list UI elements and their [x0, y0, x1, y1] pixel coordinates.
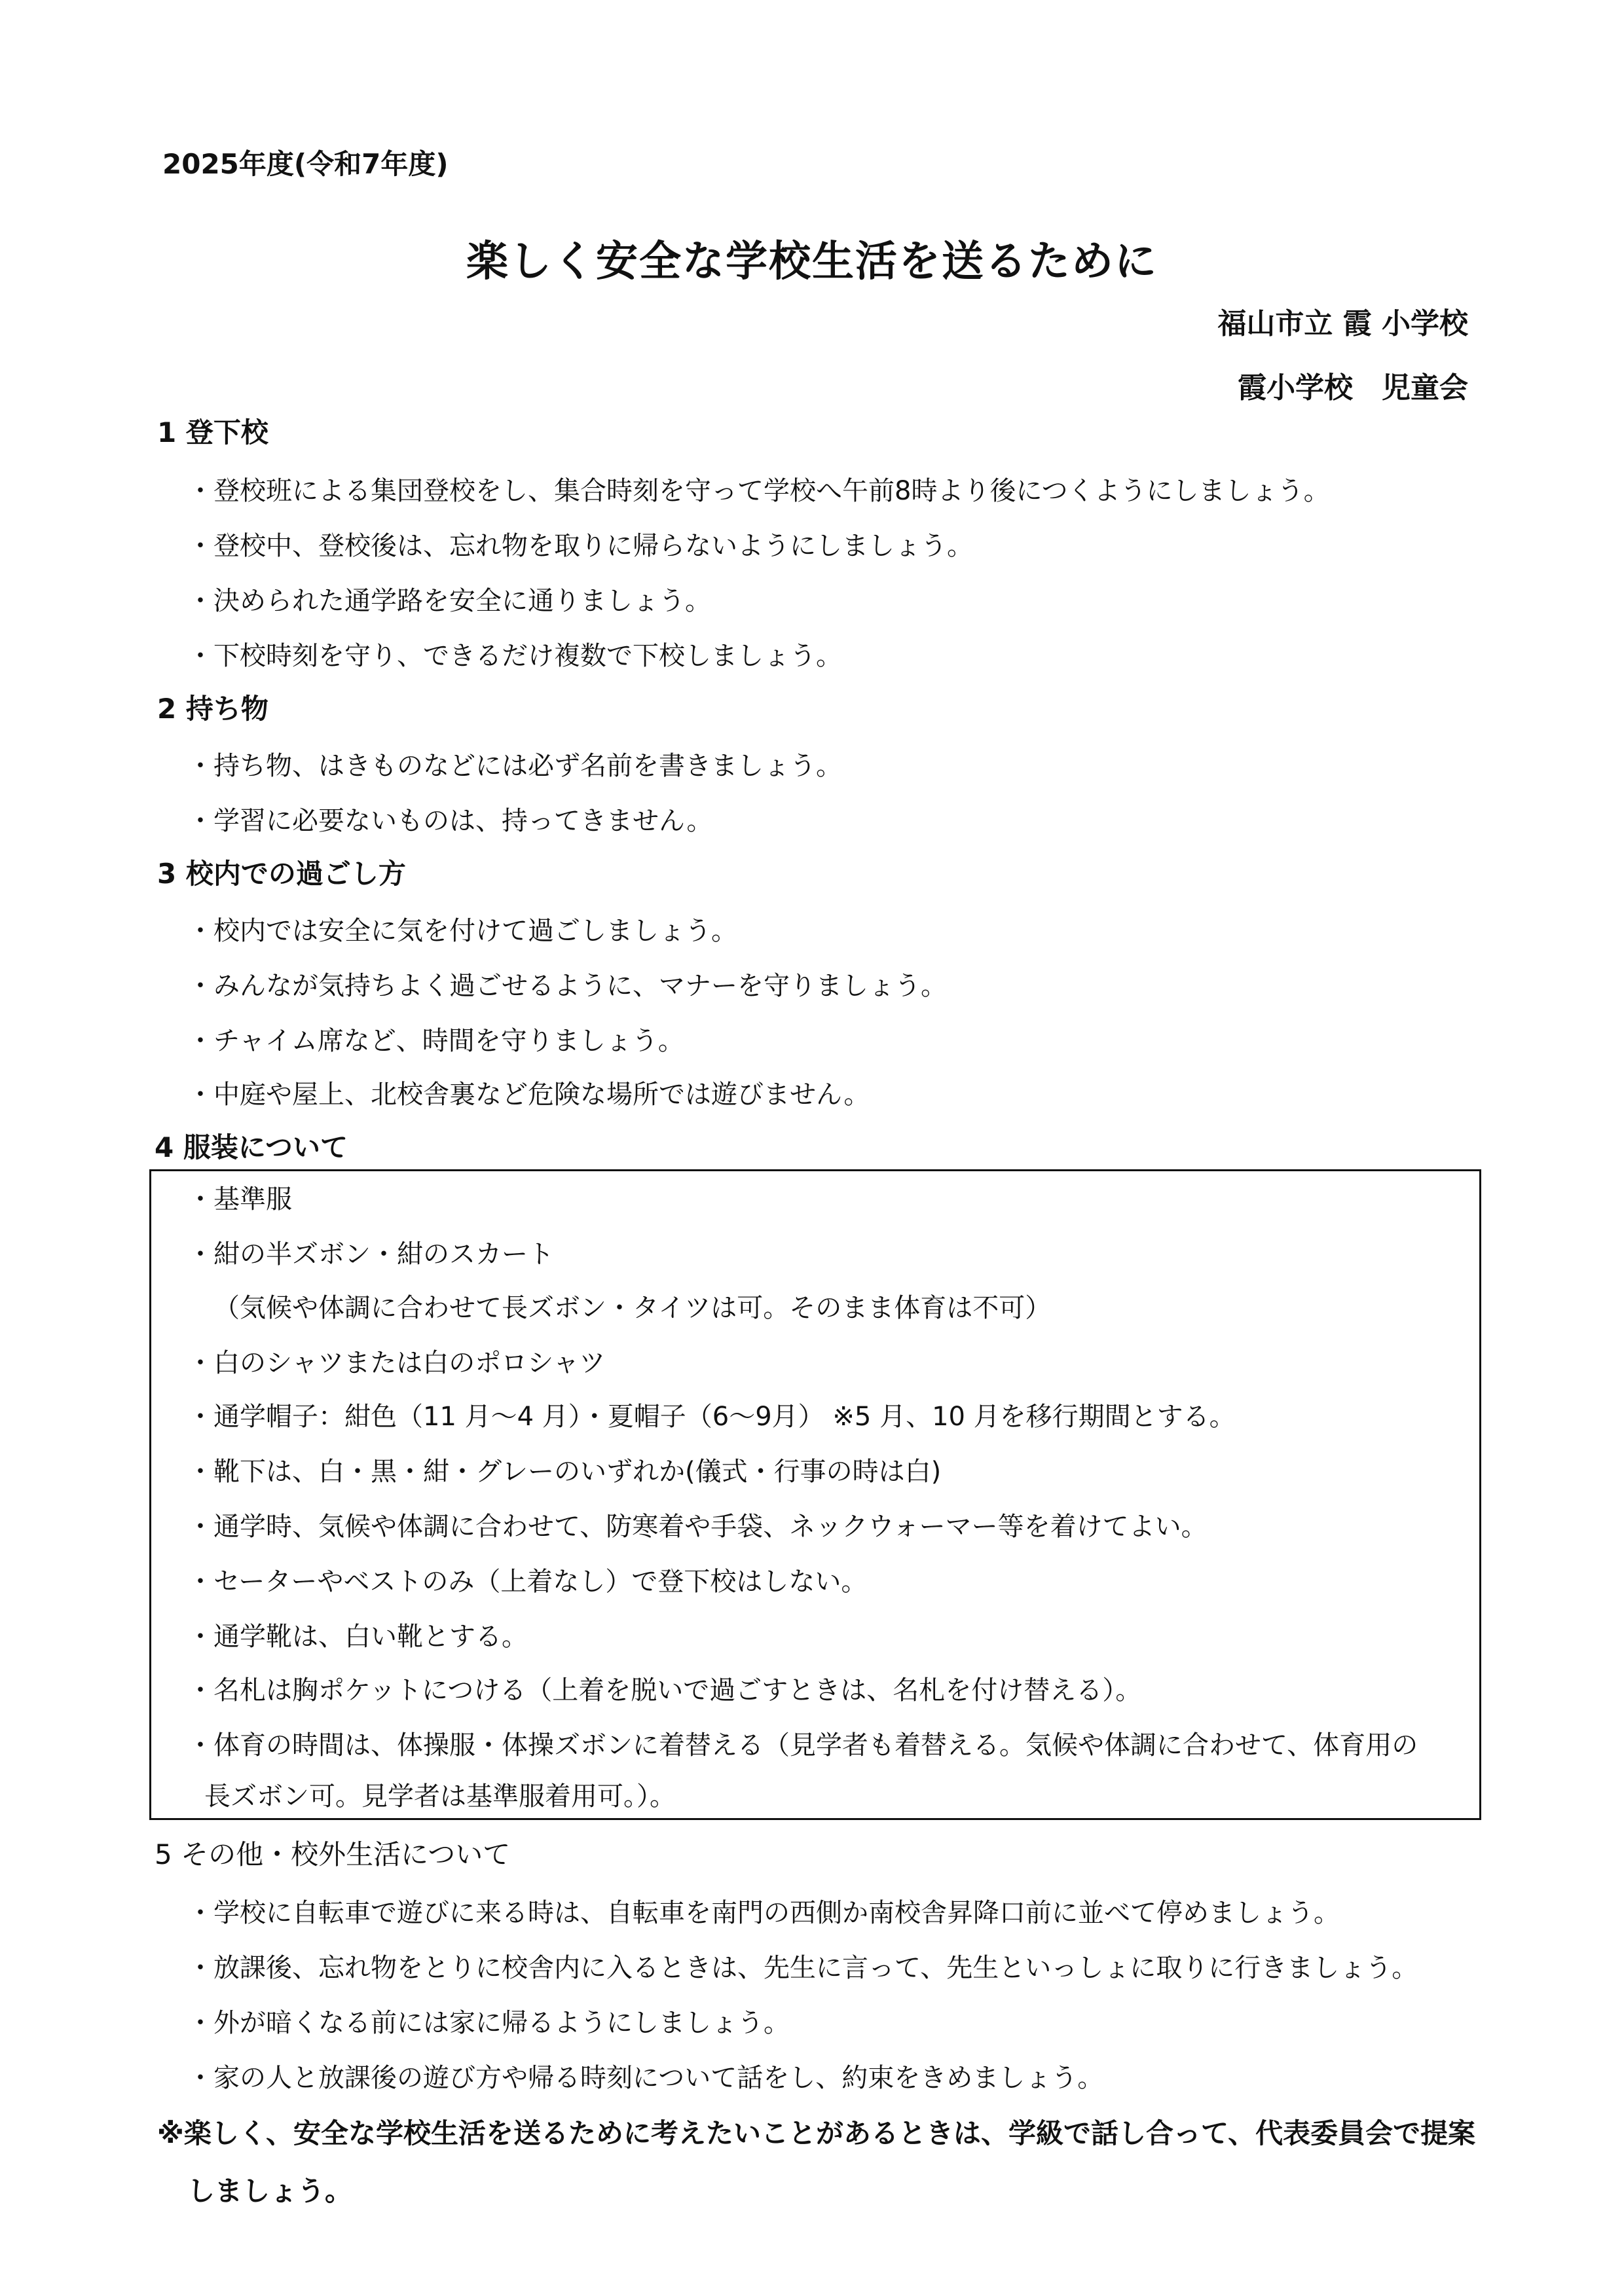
school-name: 福山市立 霞 小学校 [1217, 307, 1468, 340]
list-item: ・登校班による集団登校をし、集合時刻を守って学校へ午前8時より後につくようにしましょう。 [187, 476, 1330, 506]
list-item: ・学習に必要ないものは、持ってきません。 [187, 806, 713, 836]
section-heading-dress-code: 4 服装について [155, 1131, 348, 1163]
list-item: （気候や体調に合わせて長ズボン・タイツは可。そのまま体育は不可） [213, 1293, 1052, 1323]
list-item: ・通学靴は、白い靴とする。 [187, 1622, 528, 1652]
list-item: ・みんなが気持ちよく過ごせるように、マナーを守りましょう。 [187, 971, 947, 1001]
list-item: ・決められた通学路を安全に通りましょう。 [187, 586, 711, 616]
list-item: ・学校に自転車で遊びに来る時は、自転車を南門の西側か南校舎昇降口前に並べて停めましょう。 [187, 1898, 1340, 1928]
section-heading-outside-life: 5 その他・校外生活について [155, 1838, 511, 1870]
list-item: ・登校中、登校後は、忘れ物を取りに帰らないようにしましょう。 [187, 531, 973, 561]
list-item: ・放課後、忘れ物をとりに校舎内に入るときは、先生に言って、先生といっしょに取りに行きましょう。 [187, 1953, 1418, 1983]
footer-note-line-2: しましょう。 [187, 2175, 353, 2207]
council-name: 霞小学校 児童会 [1238, 371, 1468, 405]
list-item: ・基準服 [187, 1184, 292, 1214]
list-item: ・外が暗くなる前には家に帰るようにしましょう。 [187, 2008, 790, 2038]
list-item: ・体育の時間は、体操服・体操ズボンに着替える（見学者も着替える。気候や体調に合わせて、体育用の [187, 1730, 1418, 1760]
list-item: ・名札は胸ポケットにつける（上着を脱いで過ごすときは、名札を付け替える）。 [187, 1675, 1142, 1705]
list-item: ・セーターやベストのみ（上着なし）で登下校はしない。 [187, 1567, 868, 1597]
section-heading-school-conduct: 3 校内での過ごし方 [157, 858, 406, 890]
section-heading-belongings: 2 持ち物 [157, 693, 268, 725]
footer-note-line-1: ※楽しく、安全な学校生活を送るために考えたいことがあるときは、学級で話し合って、代表委員会で提案 [157, 2117, 1476, 2149]
list-item: ・持ち物、はきものなどには必ず名前を書きましょう。 [187, 751, 842, 781]
list-item: ・校内では安全に気を付けて過ごしましょう。 [187, 916, 737, 946]
list-item: ・白のシャツまたは白のポロシャツ [187, 1348, 606, 1378]
list-item: ・紺の半ズボン・紺のスカート [187, 1239, 554, 1269]
fiscal-year: 2025年度(令和7年度) [162, 148, 449, 180]
list-item: ・チャイム席など、時間を守りましょう。 [187, 1026, 684, 1056]
list-item: ・中庭や屋上、北校舎裏など危険な場所では遊びません。 [187, 1080, 870, 1110]
list-item: ・靴下は、白・黒・紺・グレーのいずれか(儀式・行事の時は白) [187, 1457, 942, 1487]
section-heading-commute: 1 登下校 [157, 416, 268, 448]
list-item: ・通学時、気候や体調に合わせて、防寒着や手袋、ネックウォーマー等を着けてよい。 [187, 1512, 1208, 1542]
page-title: 楽しく安全な学校生活を送るために [466, 238, 1158, 286]
list-item: 長ズボン可。見学者は基準服着用可。）。 [204, 1781, 676, 1812]
list-item: ・通学帽子：紺色（11 月～4 月）・夏帽子（6～9月） ※5 月、10 月を移行期間とする。 [187, 1402, 1236, 1432]
list-item: ・下校時刻を守り、できるだけ複数で下校しましょう。 [187, 641, 842, 671]
list-item: ・家の人と放課後の遊び方や帰る時刻について話をし、約束をきめましょう。 [187, 2063, 1104, 2093]
